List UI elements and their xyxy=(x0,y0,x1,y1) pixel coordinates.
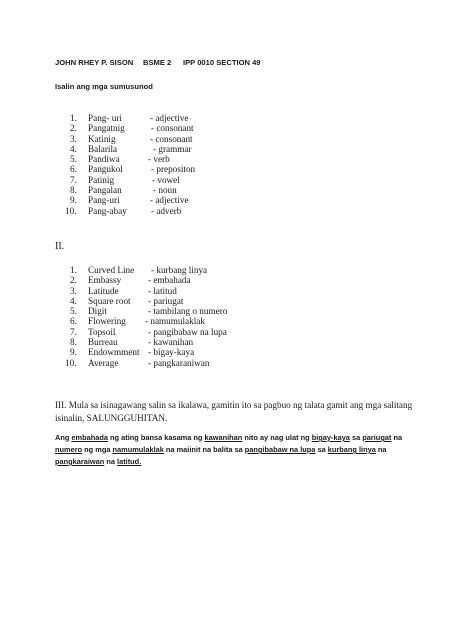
item-translation: - vowel xyxy=(152,174,180,185)
item-translation: - adjective xyxy=(150,195,189,206)
item-translation: - consonant xyxy=(151,123,194,134)
underlined-word: kurbang linya xyxy=(327,445,376,454)
paragraph-text: nito ay nag ulat ng xyxy=(242,433,312,442)
paragraph-text: na xyxy=(391,433,403,442)
item-number: 1. xyxy=(70,113,77,123)
paragraph-text: na xyxy=(375,445,387,454)
item-number: 7. xyxy=(70,174,77,185)
item-translation: - pangibabaw na lupa xyxy=(148,326,227,337)
underlined-word: embahada xyxy=(71,433,108,442)
underlined-word: pangkaraiwan xyxy=(55,457,105,466)
item-number: 3. xyxy=(70,133,77,144)
item-term: Embassy xyxy=(88,275,122,286)
item-term: Balarila xyxy=(88,143,118,154)
item-translation: - adverb xyxy=(151,205,182,216)
underlined-word: pangibabaw na lupa xyxy=(244,445,316,454)
underlined-word: latitud. xyxy=(117,457,142,466)
paragraph-text: Ang xyxy=(55,433,72,442)
item-number: 10. xyxy=(65,357,77,368)
item-term: Average xyxy=(88,357,119,368)
item-term: Flowering xyxy=(88,316,126,327)
item-translation: - pariugat xyxy=(148,295,184,306)
paragraph-text: ng ating bansa kasama ng xyxy=(107,433,205,442)
item-number: 8. xyxy=(70,337,77,348)
item-translation: - pangkaraniwan xyxy=(148,357,210,368)
item-number: 9. xyxy=(70,347,77,358)
item-term: Pang-uri xyxy=(88,195,120,206)
item-term: Burreau xyxy=(88,337,118,348)
item-term: Katinig xyxy=(88,133,116,144)
student-name: JOHN RHEY P. SISON xyxy=(55,58,134,67)
item-term: Patinig xyxy=(88,174,115,185)
paragraph-text: sa xyxy=(315,445,328,454)
item-translation: - prepositon xyxy=(151,164,196,175)
item-term: Curved Line xyxy=(88,265,135,275)
item-number: 4. xyxy=(70,295,77,306)
item-translation: - embahada xyxy=(148,275,191,286)
paragraph-text: ng mga xyxy=(82,445,113,454)
item-number: 3. xyxy=(70,285,77,296)
underlined-word: kawanihan xyxy=(204,433,243,442)
instruction: Isalin ang mga sumusunod xyxy=(55,82,153,91)
item-translation: - noun xyxy=(153,185,177,196)
item-term: Endowmment xyxy=(88,347,140,358)
item-translation: - verb xyxy=(148,154,170,165)
item-number: 6. xyxy=(70,316,77,327)
item-number: 2. xyxy=(70,123,77,134)
underlined-word: numero xyxy=(55,445,83,454)
item-translation: - latitud xyxy=(148,285,177,296)
item-number: 9. xyxy=(70,195,77,206)
item-translation: - consonant xyxy=(150,133,193,144)
item-term: Pangukol xyxy=(88,164,123,175)
item-number: 2. xyxy=(70,275,77,286)
item-translation: - adjective xyxy=(150,113,189,123)
paragraph-text: na maiinit na balita sa xyxy=(163,445,245,454)
underlined-word: namumulaklak xyxy=(112,445,164,454)
item-term: Pang-abay xyxy=(88,205,127,216)
paragraph-text: na xyxy=(104,457,118,466)
item-number: 5. xyxy=(70,154,77,165)
item-number: 6. xyxy=(70,164,77,175)
item-number: 7. xyxy=(70,326,77,337)
item-translation: - bigay-kaya xyxy=(148,347,195,358)
course: BSME 2 xyxy=(143,58,172,67)
item-term: Pandiwa xyxy=(88,154,120,165)
item-term: Pangatnig xyxy=(88,123,125,134)
subject-section: IPP 0010 SECTION 49 xyxy=(183,58,261,67)
section3-instruction: III. Mula sa isinagawang salin sa ikalawa, gamitin ito sa pagbuo ng talata gamit ang mga salitang isinalin, SALUNGGUHITAN. xyxy=(55,400,413,423)
item-number: 8. xyxy=(70,185,77,196)
item-number: 5. xyxy=(70,306,77,317)
underlined-word: bigay-kaya xyxy=(311,433,350,442)
section2-title: II. xyxy=(55,241,65,252)
item-translation: - kawanihan xyxy=(148,337,194,348)
item-term: Pang- uri xyxy=(88,113,122,123)
underlined-word: pariugat xyxy=(362,433,392,442)
item-term: Pangalan xyxy=(88,185,122,196)
translated-paragraph xyxy=(55,432,425,468)
item-term: Digit xyxy=(88,306,107,317)
item-translation: - tambilang o numero xyxy=(148,306,228,317)
item-number: 4. xyxy=(70,143,77,154)
item-translation: - namumulaklak xyxy=(145,316,205,327)
item-translation: - grammar xyxy=(153,143,192,154)
item-term: Square root xyxy=(88,295,131,306)
item-number: 1. xyxy=(70,265,77,275)
item-term: Latitude xyxy=(88,285,119,296)
item-translation: - kurbang linya xyxy=(151,265,208,275)
paragraph-text: sa xyxy=(349,433,363,442)
item-term: Topsoil xyxy=(88,326,116,337)
item-number: 10. xyxy=(65,205,77,216)
